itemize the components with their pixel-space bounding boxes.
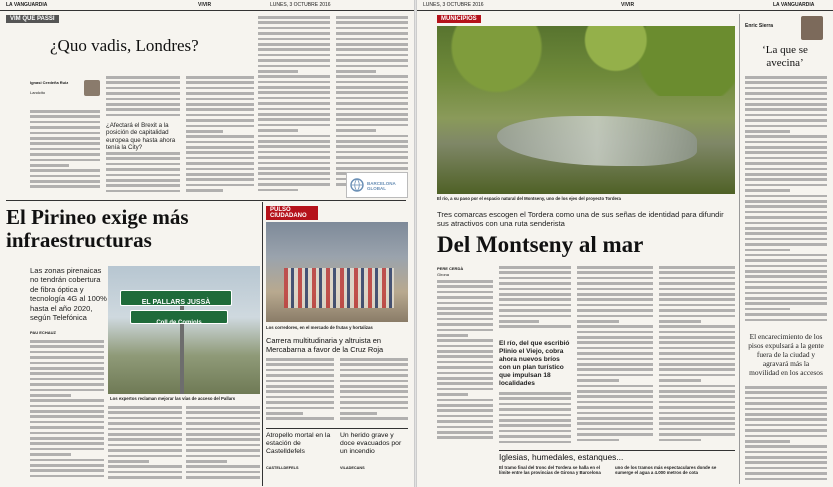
road-sign-1 xyxy=(120,290,232,306)
pulso-divider xyxy=(262,202,263,486)
fire-headline: Un herido grave y doce evacuados por un incendio xyxy=(340,432,402,455)
montseny-pull-quote: El río, del que escribió Plinio el Viejo, cobra ahora nuevos bríos con un plan turístico que impulsan 18 localidades xyxy=(499,340,570,387)
author-name: Ignasi Cerdeña Ruiz xyxy=(30,80,69,85)
tree-canopy xyxy=(437,26,735,96)
right-folio-date: LUNES, 3 OCTUBRE 2016 xyxy=(423,2,484,8)
montseny-subheadline: Iglesias, humedales, estanques... xyxy=(499,452,624,462)
pyrenees-column-3 xyxy=(186,406,260,486)
race-photo xyxy=(266,222,408,322)
author-role: Landcito xyxy=(30,90,46,95)
barcelona-global-logo xyxy=(346,172,408,198)
pyrenees-byline: PAU ECHAUZ xyxy=(30,330,56,335)
road-sign-1-text: EL PALLARS JUSSÀ xyxy=(141,299,211,306)
column-body-2 xyxy=(745,386,827,484)
opinion-pull-quote: ¿Afectará el Brexit a la posición de capitalidad europea que hasta ahora tenía la City? xyxy=(106,122,176,152)
montseny-river-photo xyxy=(437,26,735,194)
opinion-title: ¿Quo vadis, Londres? xyxy=(50,36,199,55)
montseny-headline: Del Montseny al mar xyxy=(437,232,644,257)
right-folio-section: VIVIR xyxy=(621,2,635,8)
right-page xyxy=(417,0,833,487)
montseny-byline: PERE CERDÀ xyxy=(437,266,464,271)
montseny-dateline: Girona xyxy=(437,272,450,277)
montseny-callout: El tramo final del tronc del Tordera se halla en el límite entre las provincias de Girona y Barcelona xyxy=(499,465,601,475)
columnist-name: Enric Sierra xyxy=(745,23,774,29)
runners-group xyxy=(284,268,394,308)
montseny-column-4 xyxy=(659,266,735,446)
left-page xyxy=(0,0,414,487)
montseny-column-1 xyxy=(437,280,493,446)
race-caption: Los corredores, en el mercado de frutas y hortalizas xyxy=(266,325,373,330)
fire-lead: VILADECANS xyxy=(340,466,365,470)
municipios-tag: MUNICIPIOS xyxy=(437,15,481,23)
column-body-1 xyxy=(745,76,827,328)
montseny-column-2b xyxy=(499,392,571,446)
left-folio-section: VIVIR xyxy=(198,2,212,8)
pulso-ciudadano-tag: PULSO CIUDADANO xyxy=(266,206,318,220)
race-column-2 xyxy=(340,358,408,426)
river-photo-caption: El río, a su paso por el espacio natural del Montseny, uno de los ejes del proyecto Tordera xyxy=(437,196,621,201)
barcelona-global-icon xyxy=(350,178,364,192)
sidebar-divider xyxy=(499,450,735,451)
montseny-column-2a xyxy=(499,266,571,336)
road-sign-2-text: Coll de Comiols xyxy=(156,320,202,326)
columnist-photo xyxy=(801,16,823,40)
vim-que-passi-tag: VIM QUE PASSI xyxy=(6,15,59,23)
montseny-kicker: Tres comarcas escogen el Tordera como una de sus señas de identidad para difundir sus atractivos con una ruta senderista xyxy=(437,210,724,229)
right-folio xyxy=(417,0,833,11)
left-divider xyxy=(6,200,406,201)
opinion-column-1 xyxy=(30,110,100,195)
brief-divider xyxy=(266,428,408,429)
opinion-column-5 xyxy=(336,16,408,194)
montseny-callout-2: uno de los tramos más espectaculares donde se sumerge el agua a 4.000 metros de cota xyxy=(615,465,717,475)
column-pull-quote: El encarecimiento de los pisos expulsará a la gente fuera de la ciudad y agravará más la movilidad en los accesos xyxy=(748,332,824,377)
opinion-column-2b xyxy=(106,152,180,197)
road-sign-caption: Los expertos reclaman mejorar las vías de acceso del Pallars xyxy=(110,396,236,401)
pyrenees-column-1 xyxy=(30,340,104,485)
column-divider xyxy=(739,14,740,484)
left-folio xyxy=(0,0,414,11)
barcelona-global-label: BARCELONA GLOBAL xyxy=(367,181,396,191)
right-folio-masthead: LA VANGUARDIA xyxy=(773,2,815,8)
road-sign-2 xyxy=(130,310,228,324)
race-headline: Carrera multitudinaria y altruista en Mercabarna a favor de la Cruz Roja xyxy=(266,336,384,354)
pyrenees-headline: El Pirineo exige más infraestructuras xyxy=(6,205,189,252)
pyrenees-column-2 xyxy=(108,406,182,486)
left-folio-date: LUNES, 3 OCTUBRE 2016 xyxy=(270,2,331,8)
accident-lead: CASTELLDEFELS xyxy=(266,466,299,470)
pyrenees-subtitle: Las zonas pirenaicas no tendrán cobertura de fibra óptica y tecnología 4G al 100% hasta el año 2020, según Telefónica xyxy=(30,266,107,323)
column-title: ‘La que se avecina’ xyxy=(762,44,808,69)
opinion-column-2a xyxy=(106,76,180,120)
river-water xyxy=(497,116,697,166)
race-column-1 xyxy=(266,358,334,426)
opinion-column-4 xyxy=(258,16,330,196)
left-folio-masthead: LA VANGUARDIA xyxy=(6,2,48,8)
road-sign-photo xyxy=(108,266,260,394)
opinion-column-3 xyxy=(186,76,254,196)
montseny-column-3 xyxy=(577,266,653,446)
accident-headline: Atropello mortal en la estación de Castelldefels xyxy=(266,432,331,455)
author-photo xyxy=(84,80,100,96)
